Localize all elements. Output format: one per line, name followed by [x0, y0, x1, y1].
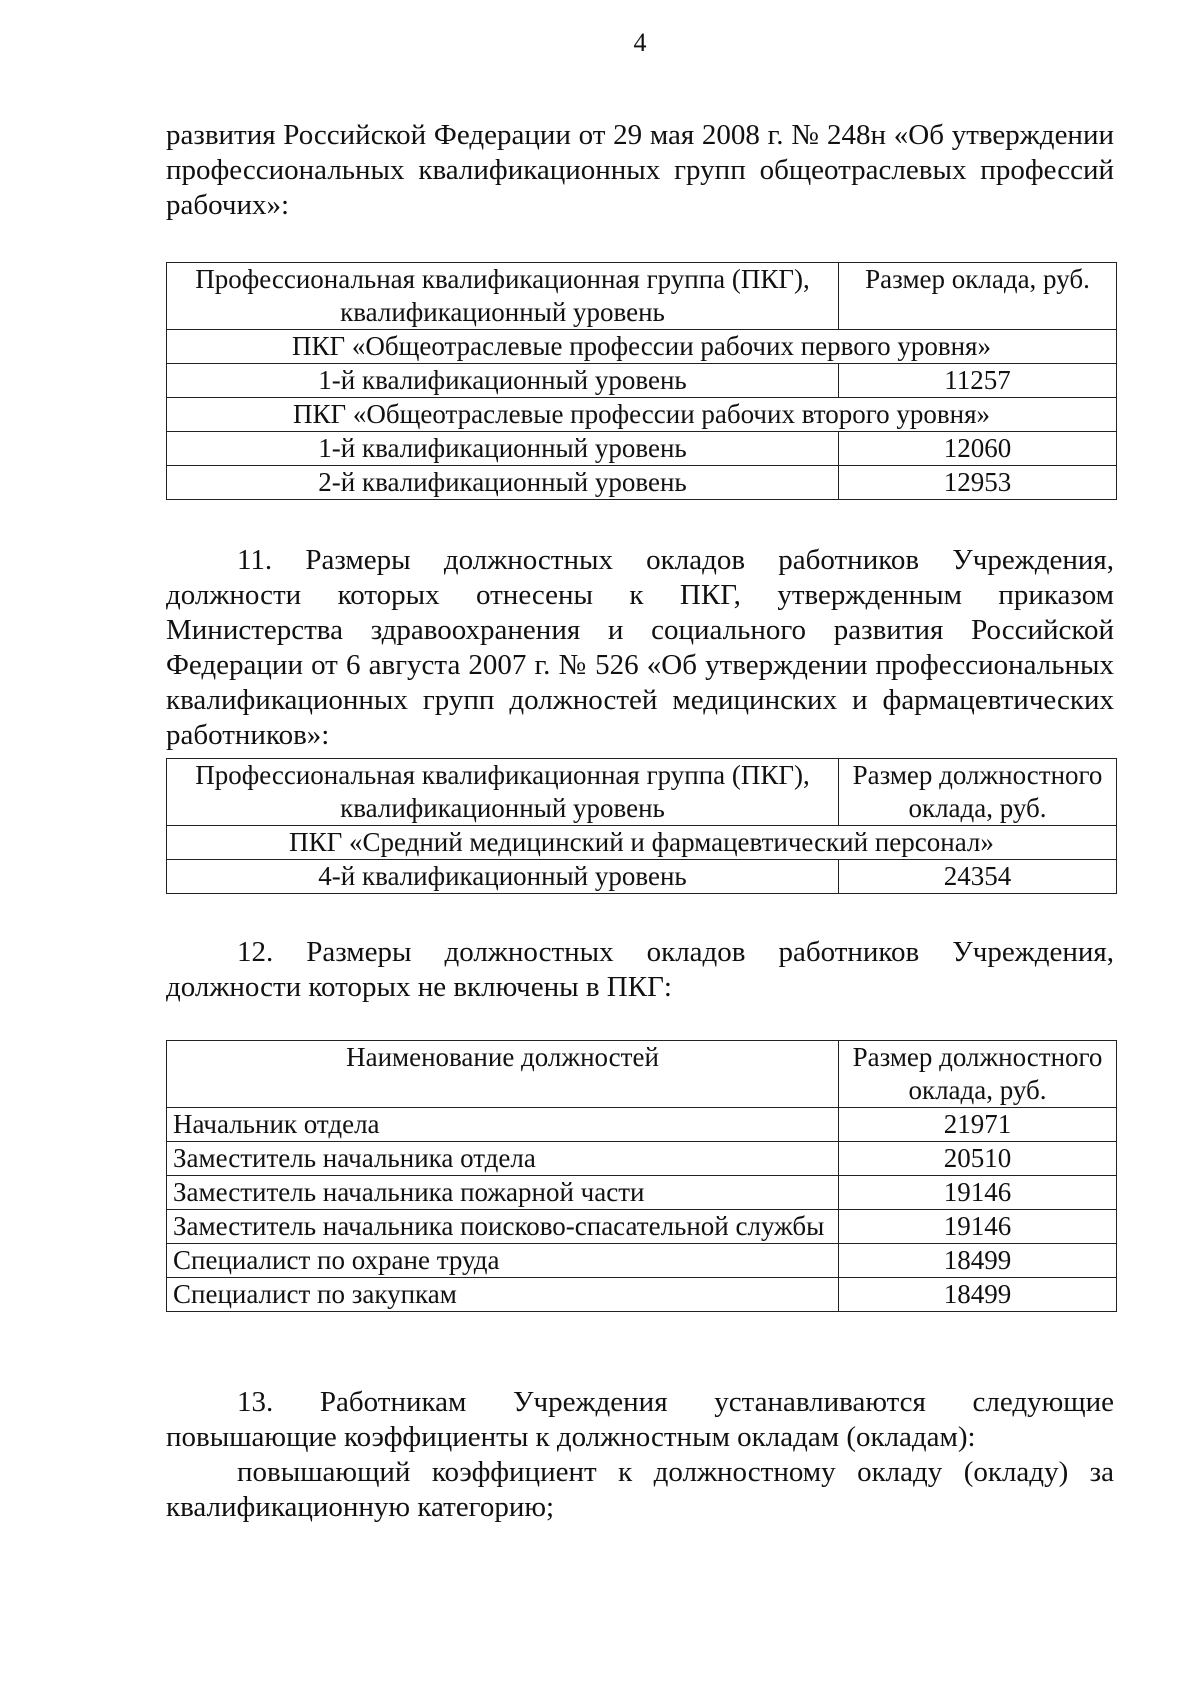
table-row — [167, 1278, 1117, 1312]
salary-value: 18499 — [839, 1278, 1117, 1312]
table-header-salary: Размер должностного оклада, руб. — [839, 759, 1117, 826]
table-header-row — [167, 1041, 1117, 1108]
table-header-salary: Размер оклада, руб. — [839, 263, 1117, 330]
qualification-level: 1-й квалификационный уровень — [167, 432, 839, 466]
position-name: Начальник отдела — [167, 1108, 839, 1142]
table-header-row — [167, 759, 1117, 826]
section-13-item-1: повышающий коэффициент к должностному окладу (окладу) за квалификационную категорию; — [166, 1456, 1114, 1523]
salary-value: 19146 — [839, 1210, 1117, 1244]
salary-value: 20510 — [839, 1142, 1117, 1176]
position-name: Специалист по закупкам — [167, 1278, 839, 1312]
pkg-group-title: ПКГ «Общеотраслевые профессии рабочих первого уровня» — [167, 330, 1117, 364]
table-row — [167, 432, 1117, 466]
salary-value: 21971 — [839, 1108, 1117, 1142]
salary-value: 19146 — [839, 1176, 1117, 1210]
table-header-row — [167, 263, 1117, 330]
table-row — [167, 466, 1117, 500]
section-11-paragraph — [166, 543, 1114, 753]
pkg-group-title: ПКГ «Средний медицинский и фармацевтический персонал» — [167, 826, 1117, 860]
position-name: Заместитель начальника поисково-спасательной службы — [167, 1210, 839, 1244]
salary-value: 12953 — [839, 466, 1117, 500]
section-12-paragraph — [166, 935, 1114, 1005]
intro-paragraph — [166, 118, 1114, 223]
table-row — [167, 364, 1117, 398]
table-row — [167, 1108, 1117, 1142]
table-row — [167, 1142, 1117, 1176]
qualification-level: 2-й квалификационный уровень — [167, 466, 839, 500]
table-row — [167, 1244, 1117, 1278]
pkg-group-title: ПКГ «Общеотраслевые профессии рабочих второго уровня» — [167, 398, 1117, 432]
table-header-group: Профессиональная квалификационная группа (ПКГ), квалификационный уровень — [167, 759, 839, 826]
table-row — [167, 1210, 1117, 1244]
table-group-row — [167, 398, 1117, 432]
table-row — [167, 860, 1117, 894]
table-group-row — [167, 826, 1117, 860]
page-number: 4 — [633, 28, 647, 57]
section-11-text: 11. Размеры должностных окладов работников Учреждения, должности которых отнесены к ПКГ, утвержденным приказом Министерства здравоохранения и социального развития Российской Федерации от 6 августа 2007 г. № 526 «Об утверждении профессиональных квалификационных групп должностей медицинских и фармацевтических работников»: — [166, 544, 1114, 751]
section-13-paragraph — [166, 1385, 1114, 1525]
table-other-positions — [166, 1040, 1117, 1312]
qualification-level: 4-й квалификационный уровень — [167, 860, 839, 894]
table-row — [167, 1176, 1117, 1210]
salary-value: 12060 — [839, 432, 1117, 466]
position-name: Заместитель начальника отдела — [167, 1142, 839, 1176]
section-12-text: 12. Размеры должностных окладов работников Учреждения, должности которых не включены в ПКГ: — [166, 936, 1114, 1003]
table-header-salary: Размер должностного оклада, руб. — [839, 1041, 1117, 1108]
table-medical-salaries — [166, 758, 1117, 894]
intro-text: развития Российской Федерации от 29 мая 2008 г. № 248н «Об утверждении профессиональных квалификационных групп общеотраслевых профессий рабочих»: — [166, 119, 1114, 221]
section-13-text: 13. Работникам Учреждения устанавливаются следующие повышающие коэффициенты к должностным окладам (окладам): — [166, 1386, 1114, 1453]
salary-value: 18499 — [839, 1244, 1117, 1278]
table-workers-salaries — [166, 262, 1117, 500]
salary-value: 11257 — [839, 364, 1117, 398]
table-header-position: Наименование должностей — [167, 1041, 839, 1108]
table-group-row — [167, 330, 1117, 364]
table-header-group: Профессиональная квалификационная группа (ПКГ), квалификационный уровень — [167, 263, 839, 330]
salary-value: 24354 — [839, 860, 1117, 894]
position-name: Специалист по охране труда — [167, 1244, 839, 1278]
qualification-level: 1-й квалификационный уровень — [167, 364, 839, 398]
position-name: Заместитель начальника пожарной части — [167, 1176, 839, 1210]
